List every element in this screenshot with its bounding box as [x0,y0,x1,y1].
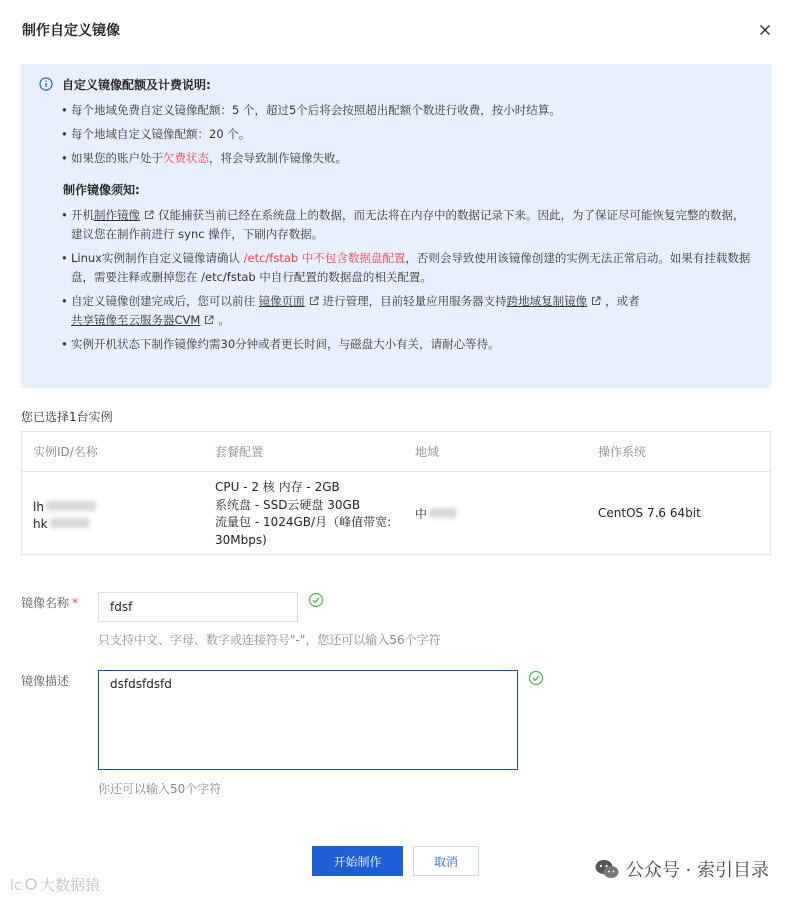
notice-panel [21,64,771,388]
watermark-left-text: 大数据猿 [40,876,101,894]
redacted-block [46,501,96,511]
list-item [63,206,753,244]
cancel-button[interactable]: 取消 [413,846,479,876]
region: 中 [415,507,428,521]
config-line: 系统盘 - SSD云硬盘 30GB [215,497,361,512]
linux-suffix: ，否则会导致使用该镜像创建的实例无法正常启动。如果有挂载数据盘，需要注释或删掉您在 /etc/fstab 中自行配置的数据盘的相关配置。 [71,251,751,284]
start-making-button[interactable]: 开始制作 [312,846,403,876]
watermark-right-text: 公众号 · 索引目录 [625,860,769,881]
quota-list [39,101,753,168]
table-row [22,472,770,555]
name-hint: 只支持中文、字母、数字或连接符号"-"，您还可以输入56个字符 [98,633,441,647]
config-line: CPU - 2 核 内存 - 2GB [215,480,340,494]
watermark-right [594,856,769,882]
desc-hint: 你还可以输入50个字符 [98,782,222,796]
share-to-cvm-link[interactable]: 共享镜像至云服务器CVM [71,313,201,327]
redacted-block [50,518,90,528]
info-icon [39,77,53,91]
instance-name: hk [33,517,48,531]
wechat-icon [594,858,620,880]
cross-region-copy-link[interactable]: 跨地域复制镜像 [506,294,588,308]
external-link-icon[interactable] [144,210,154,220]
external-link-icon[interactable] [204,315,214,325]
table-header [22,432,770,472]
config-line: 流量包 - 1024GB/月（峰值带宽: [215,515,392,529]
external-link-icon[interactable] [309,296,319,306]
notice-header [39,76,753,92]
dialog-title: 制作自定义镜像 [22,23,120,39]
desc-label: 镜像描述 [21,674,70,688]
config-line: 30Mbps) [215,532,267,547]
arrears-suffix: ，将会导致制作镜像失败。 [209,151,347,165]
watermark-left [10,874,100,895]
config-cell [215,479,391,549]
column-header: 套餐配置 [215,445,264,459]
notice-section2-title: 制作镜像须知: [63,183,140,197]
list-item: • 实例开机状态下制作镜像约需30分钟或者更长时间，与磁盘大小有关，请耐心等待。 [63,335,753,354]
watermark-logo-icon [10,875,38,895]
after-mid2: ，或者 [605,294,640,308]
name-label-text: 镜像名称 [21,596,70,610]
arrears-prefix: 如果您的账户处于 [71,151,163,165]
list-item: • 每个地域自定义镜像配额：20 个。 [63,125,753,144]
region-cell [415,505,457,522]
check-circle-icon [528,670,544,686]
instance-table [21,431,771,555]
instance-id: lh [33,500,44,514]
boot-text: 仅能捕获当前已经在系统盘上的数据，而无法将在内存中的数据记录下来。因此，为了保证尽可能恢复完整的数据，建议您在制作前进行 sync 操作，下刷内存数据。 [71,208,745,241]
linux-prefix: Linux实例制作自定义镜像请确认 [71,251,244,265]
external-link-icon[interactable] [591,296,601,306]
make-image-link[interactable]: 制作镜像 [94,208,140,222]
close-icon[interactable] [757,22,773,38]
column-header: 地域 [415,445,440,459]
after-prefix: 自定义镜像创建完成后，您可以前往 [71,294,259,308]
os-cell: CentOS 7.6 64bit [598,506,701,520]
selected-instances-label: 您已选择1台实例 [21,410,113,424]
image-page-link[interactable]: 镜像页面 [258,294,305,308]
list-item [63,149,753,168]
list-item [63,249,753,287]
check-circle-icon [308,592,324,608]
boot-prefix: 开机 [71,208,94,222]
column-header: 操作系统 [598,445,647,459]
notes-list [39,206,753,354]
notice-section1-title: 自定义镜像配额及计费说明: [62,77,211,92]
image-description-textarea[interactable]: dsfdsfdsfd [98,670,518,770]
after-end: 。 [218,313,230,327]
list-item [63,292,753,330]
image-name-input[interactable]: fdsf [98,592,298,622]
after-mid: 进行管理，目前轻量应用服务器支持 [322,294,507,308]
list-item: • 每个地域免费自定义镜像配额：5 个，超过5个后将会按照超出配额个数进行收费，按小时结算。 [63,101,753,120]
instance-id-cell [33,499,96,533]
required-mark: * [72,596,79,610]
fstab-warning: /etc/fstab 中不包含数据盘配置 [243,251,406,265]
svg-text:lc: lc [10,877,22,894]
name-label [21,594,78,611]
column-header: 实例ID/名称 [33,445,98,459]
redacted-block [429,508,457,518]
arrears-link[interactable]: 欠费状态 [163,151,209,165]
